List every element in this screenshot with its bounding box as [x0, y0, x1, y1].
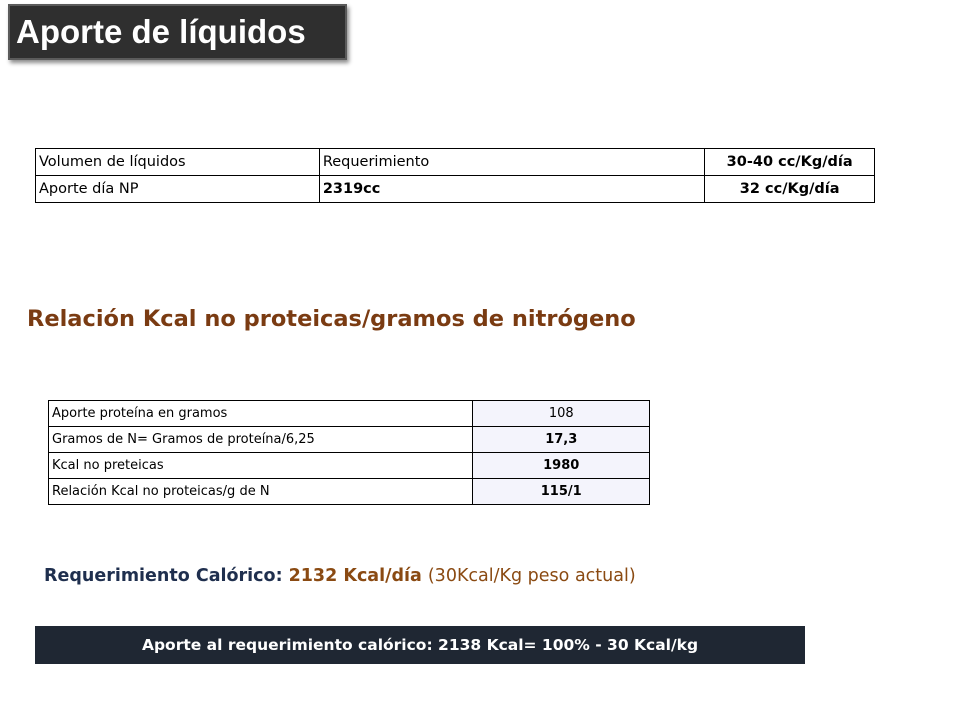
table-row: [36, 176, 875, 203]
table-cell: 17,3: [473, 427, 650, 453]
table-cell: Aporte proteína en gramos: [49, 401, 473, 427]
table-cell: 115/1: [473, 479, 650, 505]
table-cell: Aporte día NP: [36, 176, 320, 203]
table-cell: 2319cc: [319, 176, 705, 203]
table-cell: 32 cc/Kg/día: [705, 176, 875, 203]
caloric-label: Requerimiento Calórico:: [44, 566, 283, 586]
section-heading: Relación Kcal no proteicas/gramos de nitrógeno: [27, 306, 636, 332]
table-cell: Gramos de N= Gramos de proteína/6,25: [49, 427, 473, 453]
table-cell: Requerimiento: [319, 149, 705, 176]
caloric-contribution-bar: Aporte al requerimiento calórico: 2138 Kcal= 100% - 30 Kcal/kg: [35, 626, 805, 664]
caloric-note: (30Kcal/Kg peso actual): [427, 566, 636, 586]
table-cell: Relación Kcal no proteicas/g de N: [49, 479, 473, 505]
table-cell: 1980: [473, 453, 650, 479]
table-cell: 30-40 cc/Kg/día: [705, 149, 875, 176]
page-title: Aporte de líquidos: [8, 4, 347, 60]
nitrogen-table: [48, 400, 650, 505]
table-cell: Kcal no preteicas: [49, 453, 473, 479]
fluid-table: [35, 148, 875, 203]
caloric-value: 2132 Kcal/día: [288, 566, 422, 586]
table-row: [49, 453, 650, 479]
table-cell: 108: [473, 401, 650, 427]
caloric-requirement: [44, 566, 636, 586]
table-row: [49, 479, 650, 505]
table-row: [49, 401, 650, 427]
table-row: [36, 149, 875, 176]
table-cell: Volumen de líquidos: [36, 149, 320, 176]
table-row: [49, 427, 650, 453]
